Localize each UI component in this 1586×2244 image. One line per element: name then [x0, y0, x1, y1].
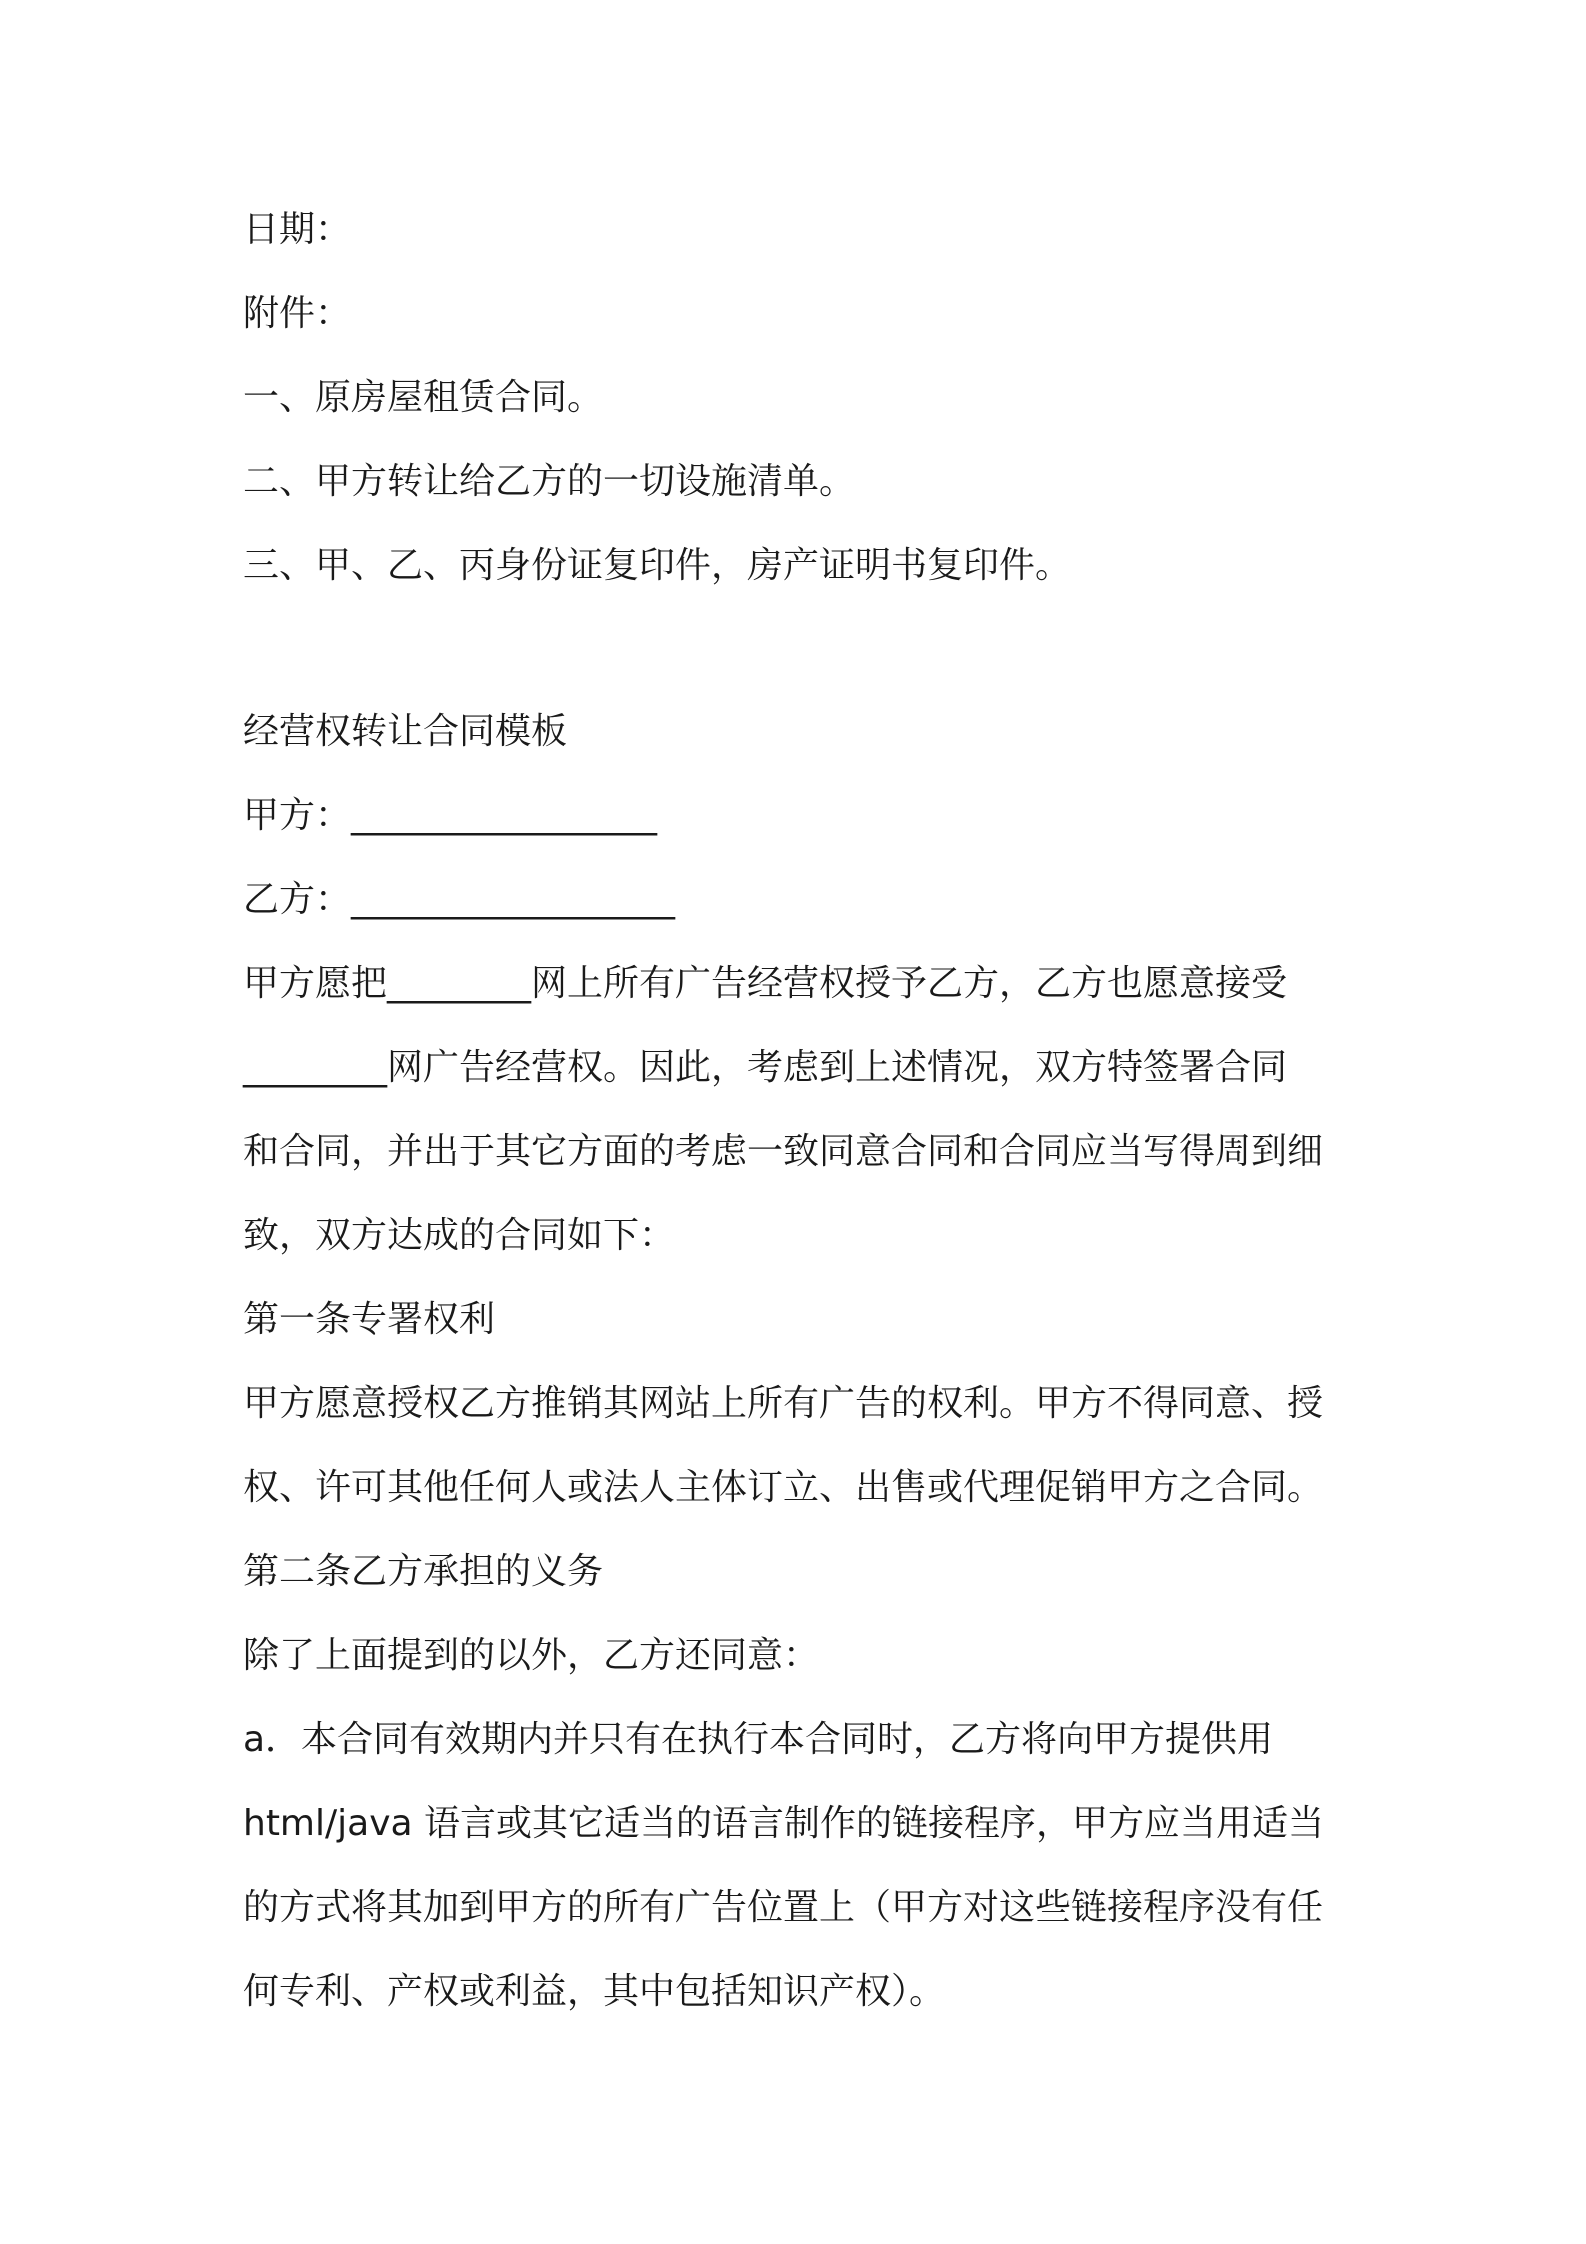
party-a-line: 甲方：_________________: [243, 795, 658, 836]
article1-line: 权、许可其他任何人或法人主体订立、出售或代理促销甲方之合同。: [243, 1467, 1324, 1508]
attachment-item: 一、原房屋租赁合同。: [243, 377, 604, 418]
date-label: 日期：: [243, 209, 352, 250]
article1-heading: 第一条专署权利: [243, 1299, 496, 1340]
article2-intro: 除了上面提到的以外，乙方还同意：: [243, 1635, 820, 1676]
attachment-item: 二、甲方转让给乙方的一切设施清单。: [243, 461, 856, 502]
article1-line: 甲方愿意授权乙方推销其网站上所有广告的权利。甲方不得同意、授: [243, 1383, 1324, 1424]
party-b-line: 乙方：__________________: [243, 879, 676, 920]
intro-line: 甲方愿把________网上所有广告经营权授予乙方，乙方也愿意接受: [243, 963, 1288, 1004]
intro-line: 致，双方达成的合同如下：: [243, 1215, 676, 1256]
intro-line: ________网广告经营权。因此，考虑到上述情况，双方特签署合同: [243, 1047, 1288, 1088]
attachments-label: 附件：: [243, 293, 352, 334]
intro-line: 和合同，并出于其它方面的考虑一致同意合同和合同应当写得周到细: [243, 1131, 1324, 1172]
contract-title: 经营权转让合同模板: [243, 711, 568, 752]
clause-a-line: 的方式将其加到甲方的所有广告位置上（甲方对这些链接程序没有任: [243, 1887, 1324, 1928]
clause-a-line: html/java 语言或其它适当的语言制作的链接程序，甲方应当用适当: [243, 1803, 1325, 1844]
attachment-item: 三、甲、乙、丙身份证复印件，房产证明书复印件。: [243, 545, 1072, 586]
article2-heading: 第二条乙方承担的义务: [243, 1551, 604, 1592]
clause-a-line: 何专利、产权或利益，其中包括知识产权）。: [243, 1971, 946, 2012]
clause-a-line: a．本合同有效期内并只有在执行本合同时，乙方将向甲方提供用: [243, 1719, 1274, 1760]
